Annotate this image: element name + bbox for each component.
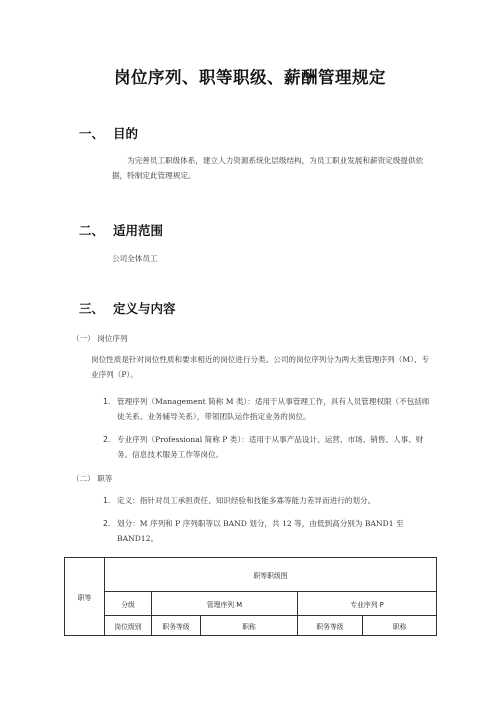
column-header: 职务等级 <box>298 616 363 636</box>
list-number: 1. <box>103 496 111 505</box>
document-title: 岗位序列、职等职级、薪酬管理规定 <box>114 68 386 87</box>
section-heading-definition <box>79 299 279 317</box>
row-header-grade: 职等 <box>65 558 105 636</box>
section-heading-scope <box>79 221 279 239</box>
section-title: 目的 <box>113 126 139 141</box>
management-series-header: 管理序列 M <box>152 592 298 616</box>
subsection-label-position-series: （一） 岗位序列 <box>72 334 128 343</box>
section-number: 一、 <box>79 126 105 141</box>
column-header: 职称 <box>363 616 437 636</box>
list-number: 1. <box>103 397 111 406</box>
list-text: 定义：指针对员工承担责任、知识经验和技能多寡等能力差异而进行的划分。 <box>117 496 376 505</box>
section-body-purpose: 为完善员工职级体系，建立人力资源系统化层级结构，为员工职业发展和薪资定级提供依据，特制定此管理规定。 <box>112 156 424 180</box>
list-item <box>103 516 438 548</box>
section-number: 二、 <box>79 223 105 238</box>
list-item <box>103 493 438 509</box>
group-label: 分级 <box>105 592 152 616</box>
list-item <box>103 432 433 464</box>
list-number: 2. <box>103 519 111 528</box>
section-title: 定义与内容 <box>113 301 176 316</box>
column-header: 职务等级 <box>152 616 201 636</box>
section-body-scope: 公司全体员工 <box>112 254 158 263</box>
list-number: 2. <box>103 435 111 444</box>
list-item <box>103 394 433 426</box>
grade-table <box>64 557 437 636</box>
list-text: 划分：M 序列和 P 序列职等以 BAND 划分，共 12 等，由低到高分别为 BAND1 至 BAND12。 <box>117 519 404 543</box>
professional-series-header: 专业序列 P <box>298 592 437 616</box>
column-header: 职称 <box>201 616 298 636</box>
section-heading-purpose <box>79 124 279 142</box>
list-text: 专业序列（Professional 简称 P 类）：适用于从事产品设计、运营、市场、销售、人事、财务、信息技术服务工作等岗位。 <box>117 435 424 459</box>
subsection-intro: 岗位性质是针对岗位性质和要求相近的岗位进行分类。公司的岗位序列分为两大类管理序列（M）、专业序列（P）。 <box>91 355 430 379</box>
section-title: 适用范围 <box>113 223 164 238</box>
column-header: 岗位级别 <box>105 616 152 636</box>
subsection-label-grade: （二） 职等 <box>72 474 113 483</box>
section-number: 三、 <box>79 301 105 316</box>
list-text: 管理序列（Management 简称 M 类）：适用于从事管理工作，具有人员管理权限（不包括师徒关系、业务辅导关系），带领团队运作指定业务的岗位。 <box>117 397 430 421</box>
table-caption: 职等职级图 <box>105 558 437 592</box>
